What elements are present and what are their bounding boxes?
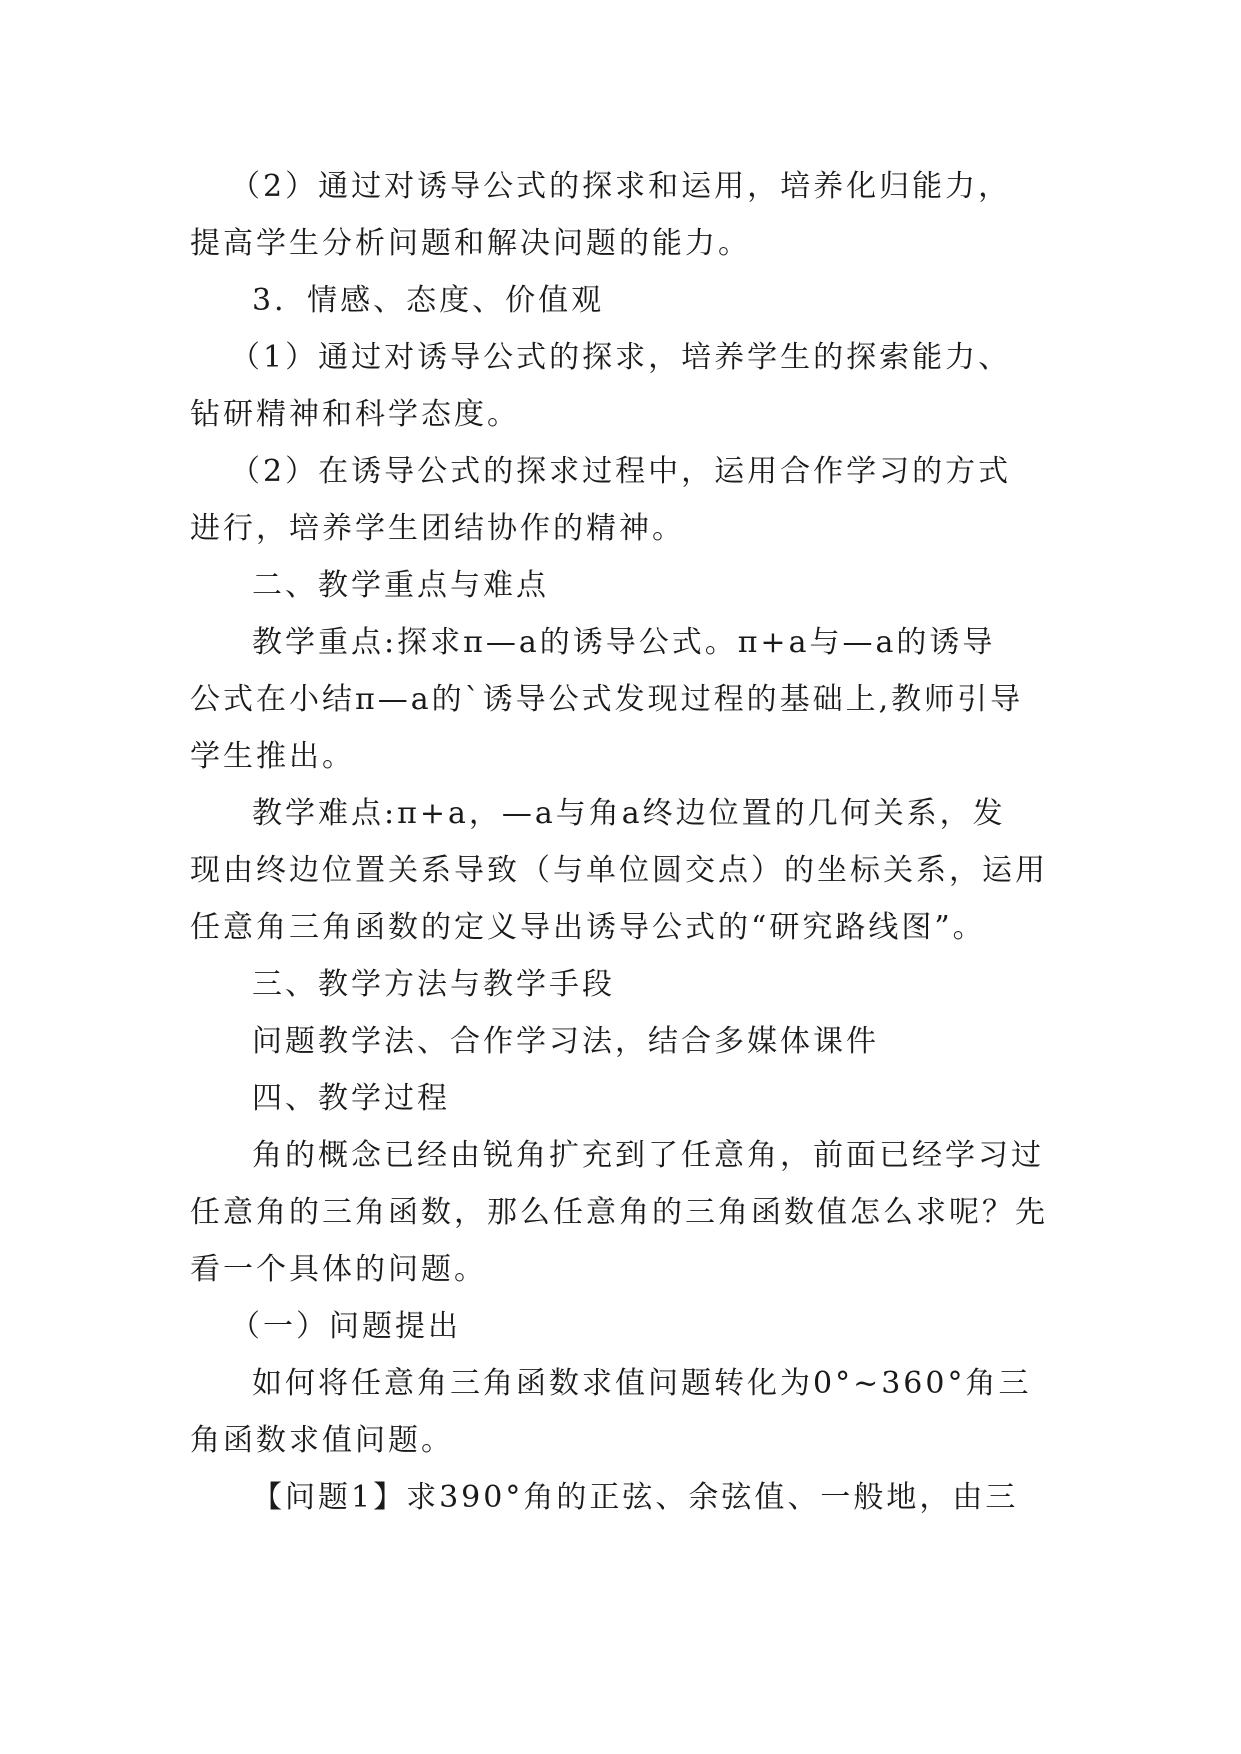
- heading-key-points: [190, 557, 1060, 614]
- text-line: 看一个具体的问题。: [190, 1252, 487, 1287]
- heading-teaching-methods: [190, 956, 1060, 1013]
- paragraph-introduction: [190, 1127, 1060, 1298]
- paragraph-teaching-difficulty: [190, 785, 1060, 956]
- text-line: 【问题1】求390°角的正弦、余弦值、一般地，由三: [252, 1480, 1019, 1515]
- text-line: 教学难点:π+a，—a与角a终边位置的几何关系，发: [252, 796, 1006, 831]
- text-line: 学生推出。: [190, 739, 355, 774]
- paragraph-teaching-focus: [190, 614, 1060, 785]
- text-line: （1）通过对诱导公式的探求，培养学生的探索能力、: [230, 340, 1012, 375]
- text-line: 现由终边位置关系导致（与单位圆交点）的坐标关系，运用: [190, 853, 1048, 888]
- text-line: 如何将任意角三角函数求值问题转化为0°~360°角三: [252, 1366, 1032, 1401]
- text-line: 三、教学方法与教学手段: [252, 967, 615, 1002]
- text-line: 角的概念已经由锐角扩充到了任意角，前面已经学习过: [252, 1138, 1044, 1173]
- text-line: 四、教学过程: [252, 1081, 450, 1116]
- text-line: 任意角三角函数的定义导出诱导公式的“研究路线图”。: [190, 910, 986, 945]
- paragraph-question-1: [190, 1469, 1060, 1526]
- text-line: 3．情感、态度、价值观: [252, 283, 605, 318]
- heading-emotion-attitude-values: [190, 272, 1060, 329]
- text-line: （一）问题提出: [230, 1309, 461, 1344]
- text-line: 公式在小结π—a的`诱导公式发现过程的基础上,教师引导: [190, 682, 1024, 717]
- text-line: 问题教学法、合作学习法，结合多媒体课件: [252, 1024, 879, 1059]
- text-line: 二、教学重点与难点: [252, 568, 549, 603]
- text-line: 教学重点:探求π—a的诱导公式。π+a与—a的诱导: [252, 625, 996, 660]
- text-line: 角函数求值问题。: [190, 1423, 454, 1458]
- text-line: （2）在诱导公式的探求过程中，运用合作学习的方式: [230, 454, 1012, 489]
- paragraph-emotion-goal-2: [190, 443, 1060, 557]
- text-line: （2）通过对诱导公式的探求和运用，培养化归能力，: [230, 169, 1012, 204]
- paragraph-teaching-methods: [190, 1013, 1060, 1070]
- paragraph-ability-goal-2: [190, 158, 1060, 272]
- heading-problem-raised: [190, 1298, 1060, 1355]
- text-line: 任意角的三角函数，那么任意角的三角函数值怎么求呢？先: [190, 1195, 1048, 1230]
- paragraph-emotion-goal-1: [190, 329, 1060, 443]
- text-line: 进行，培养学生团结协作的精神。: [190, 511, 685, 546]
- paragraph-problem-statement: [190, 1355, 1060, 1469]
- heading-teaching-process: [190, 1070, 1060, 1127]
- text-line: 钻研精神和科学态度。: [190, 397, 520, 432]
- text-line: 提高学生分析问题和解决问题的能力。: [190, 226, 751, 261]
